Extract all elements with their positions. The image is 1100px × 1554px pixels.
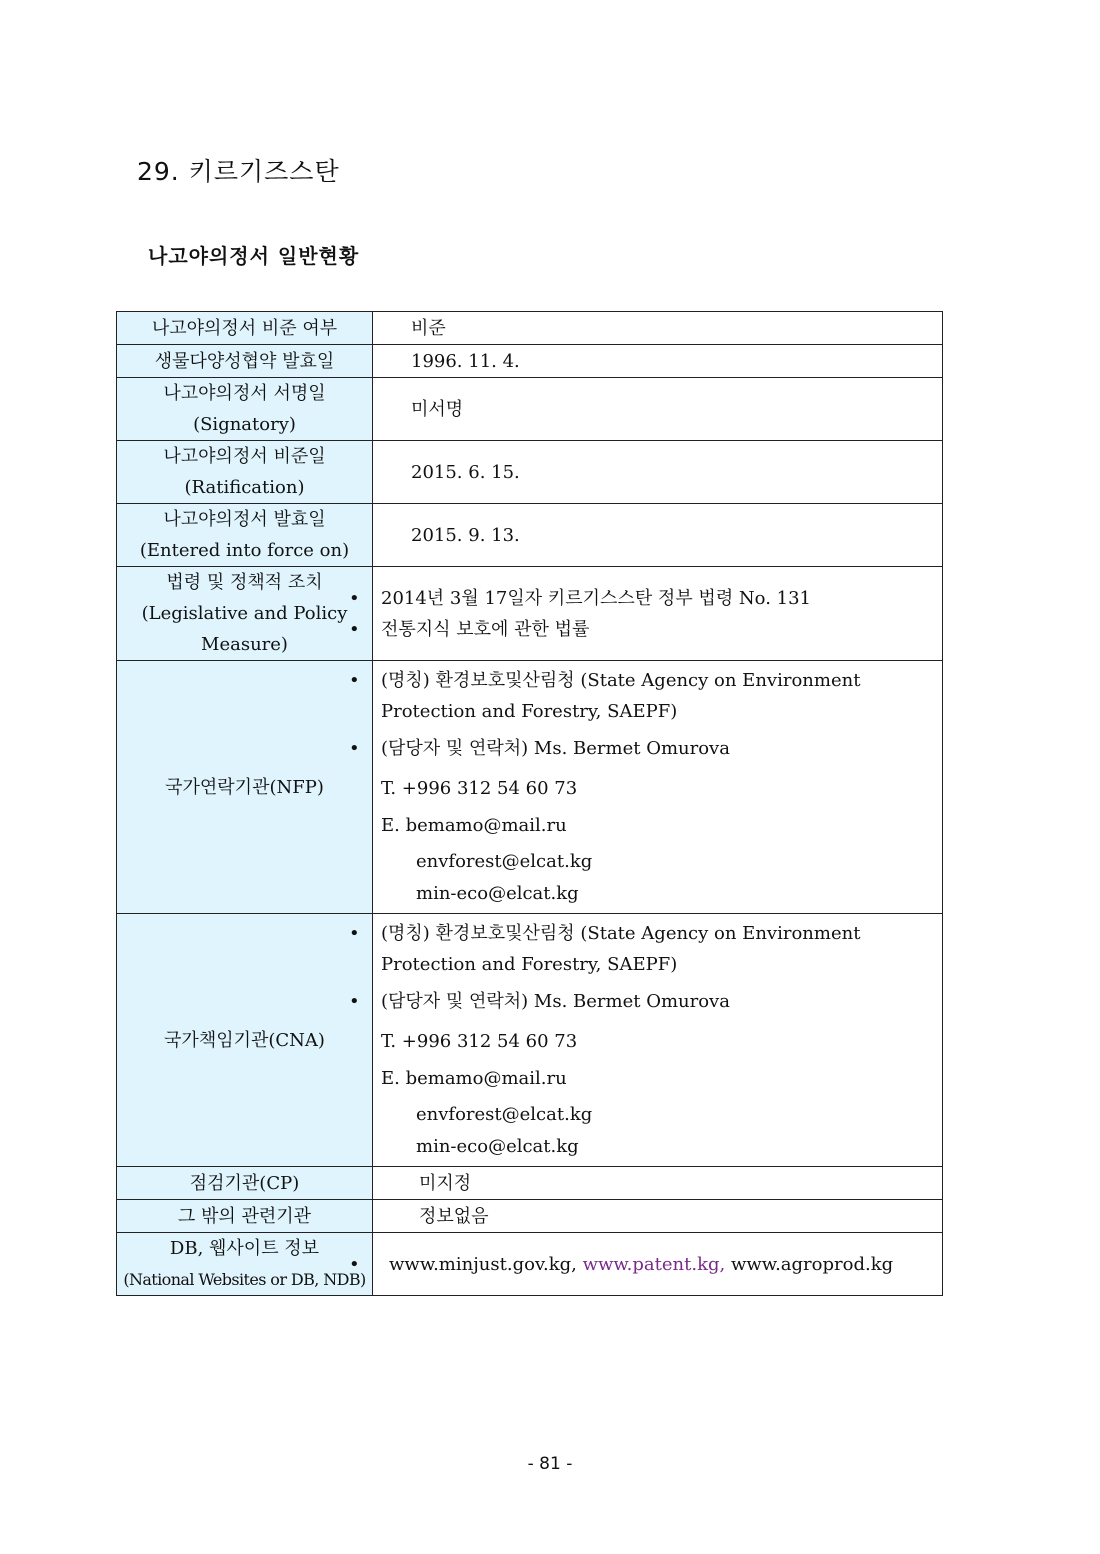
table-row <box>117 567 943 661</box>
row-label <box>117 504 373 567</box>
agency-name-line: Protection and Forestry, SAEPF) <box>381 701 678 722</box>
telephone: T. +996 312 54 60 73 <box>381 778 578 799</box>
row-label <box>117 1233 373 1296</box>
agency-name-line: • (명칭) 환경보호및산림청 (State Agency on Environment <box>381 923 861 944</box>
label-english: (National Websites or DB, NDB) <box>123 1270 366 1289</box>
label-english: (Ratification) <box>184 477 305 498</box>
label-english: Measure) <box>201 634 288 655</box>
table-row <box>117 1167 943 1200</box>
row-value <box>373 1233 943 1296</box>
row-value: 미지정 <box>373 1167 943 1200</box>
email-tertiary: min-eco@elcat.kg <box>416 883 579 904</box>
row-value <box>373 914 943 1167</box>
country-title: 29. 키르기즈스탄 <box>137 157 340 186</box>
row-value <box>373 567 943 661</box>
row-label: 국가책임기관(CNA) <box>117 914 373 1167</box>
row-label <box>117 567 373 661</box>
table-row <box>117 345 943 378</box>
page-number: - 81 - <box>527 1454 573 1474</box>
row-value: 미서명 <box>373 378 943 441</box>
table-row <box>117 441 943 504</box>
row-value: 정보없음 <box>373 1200 943 1233</box>
list-item <box>373 1249 942 1280</box>
row-value: 2015. 6. 15. <box>373 441 943 504</box>
row-label: 나고야의정서 비준 여부 <box>117 312 373 345</box>
legislative-list <box>373 583 942 645</box>
cna-contact-block <box>373 914 942 1166</box>
section-title: 나고야의정서 일반현황 <box>148 244 360 268</box>
table-row <box>117 1233 943 1296</box>
nfp-contact-block <box>373 661 942 913</box>
row-value: 2015. 9. 13. <box>373 504 943 567</box>
table-row <box>117 378 943 441</box>
row-label: 국가연락기관(NFP) <box>117 661 373 914</box>
row-label: 점검기관(CP) <box>117 1167 373 1200</box>
website-list <box>373 1249 942 1280</box>
list-item: • (담당자 및 연락처) Ms. Bermet Omurova <box>373 980 942 1023</box>
row-value: 비준 <box>373 312 943 345</box>
row-value: 1996. 11. 4. <box>373 345 943 378</box>
agency-name-line: • (명칭) 환경보호및산림청 (State Agency on Environment <box>381 670 861 691</box>
row-value <box>373 661 943 914</box>
list-item: • (담당자 및 연락처) Ms. Bermet Omurova <box>373 727 942 770</box>
label-english: (Entered into force on) <box>139 540 350 561</box>
label-korean: 나고야의정서 서명일 <box>163 383 326 404</box>
list-item: • 전통지식 보호에 관한 법률 <box>373 614 942 645</box>
email-secondary: envforest@elcat.kg <box>416 851 593 872</box>
list-item <box>373 918 942 980</box>
table-row <box>117 914 943 1167</box>
row-label: 생물다양성협약 발효일 <box>117 345 373 378</box>
nfp-list <box>373 665 942 770</box>
label-korean: 법령 및 정책적 조치 <box>166 572 323 593</box>
agency-name-line: Protection and Forestry, SAEPF) <box>381 954 678 975</box>
label-korean: DB, 웹사이트 정보 <box>169 1238 320 1259</box>
row-label <box>117 441 373 504</box>
table-row <box>117 1200 943 1233</box>
label-english: (Signatory) <box>193 414 296 435</box>
nagoya-status-table <box>116 311 943 1296</box>
list-item: • 2014년 3월 17일자 키르기스스탄 정부 법령 No. 131 <box>373 583 942 614</box>
table-row <box>117 312 943 345</box>
table-row <box>117 504 943 567</box>
cna-list <box>373 918 942 1023</box>
label-korean: 나고야의정서 비준일 <box>163 446 326 467</box>
list-item <box>373 665 942 727</box>
email-secondary: envforest@elcat.kg <box>416 1104 593 1125</box>
website-link-agroprod[interactable]: www.agroprod.kg <box>730 1253 894 1275</box>
website-link-patent[interactable]: www.patent.kg, <box>582 1253 726 1275</box>
telephone: T. +996 312 54 60 73 <box>381 1031 578 1052</box>
label-korean: 나고야의정서 발효일 <box>163 509 326 530</box>
email-primary: E. bemamo@mail.ru <box>381 815 567 836</box>
email-primary: E. bemamo@mail.ru <box>381 1068 567 1089</box>
table-row <box>117 661 943 914</box>
row-label <box>117 378 373 441</box>
email-tertiary: min-eco@elcat.kg <box>416 1136 579 1157</box>
label-english: (Legislative and Policy <box>141 603 348 624</box>
website-link-minjust[interactable]: www.minjust.gov.kg, <box>389 1253 577 1275</box>
row-label: 그 밖의 관련기관 <box>117 1200 373 1233</box>
